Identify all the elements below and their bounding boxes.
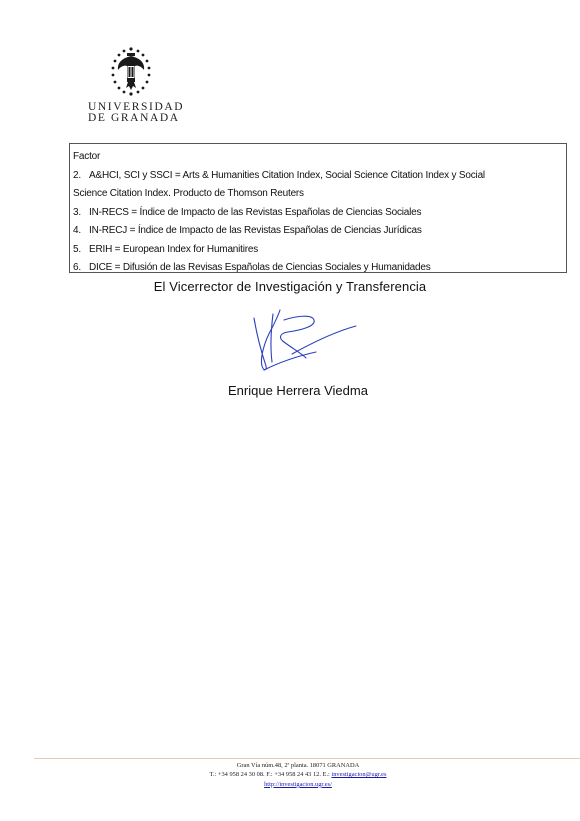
signatory-name: Enrique Herrera Viedma bbox=[228, 383, 368, 398]
note-continuation: Science Citation Index. Producto de Thomson Reuters bbox=[73, 188, 304, 199]
note-text: IN-RECS = Índice de Impacto de las Revistas Españolas de Ciencias Sociales bbox=[89, 206, 422, 218]
footer-divider bbox=[34, 758, 580, 759]
footer-website bbox=[0, 780, 580, 789]
note-number: 3. bbox=[73, 206, 81, 218]
note-text: DICE = Difusión de las Revisas Españolas de Ciencias Sociales y Humanidades bbox=[89, 262, 431, 273]
footer-address: Gran Vía núm.48, 2ª planta. 18071 GRANADA bbox=[236, 762, 360, 769]
university-name-line2: DE GRANADA bbox=[88, 112, 180, 124]
handwritten-signature bbox=[240, 300, 360, 380]
note-text: ERIH = European Index for Humanitires bbox=[89, 243, 259, 255]
notes-title: Factor bbox=[73, 151, 101, 162]
note-number: 5. bbox=[73, 243, 81, 255]
list-item bbox=[73, 241, 566, 260]
factor-notes-box bbox=[69, 143, 567, 273]
footer bbox=[0, 761, 580, 789]
footer-email-link[interactable]: investigacion@ugr.es bbox=[331, 771, 387, 779]
note-number: 4. bbox=[73, 225, 81, 236]
university-name-line1: UNIVERSIDAD bbox=[88, 101, 185, 113]
note-text: IN-RECJ = Índice de Impacto de las Revistas Españolas de Ciencias Jurídicas bbox=[89, 225, 422, 236]
signatory-title: El Vicerrector de Investigación y Transferencia bbox=[153, 279, 427, 294]
list-item bbox=[73, 167, 566, 186]
list-item bbox=[73, 222, 566, 241]
note-number: 2. bbox=[73, 169, 81, 181]
university-name bbox=[88, 101, 185, 124]
coat-of-arms-icon bbox=[105, 44, 157, 100]
footer-phone-fax: T.: +34 958 24 30 08. F.: +34 958 24 43 12. E.: bbox=[209, 771, 330, 779]
list-item bbox=[73, 204, 566, 223]
note-text: A&HCI, SCI y SSCI = Arts & Humanities Citation Index, Social Science Citation Index y Social bbox=[89, 169, 485, 181]
footer-contact bbox=[0, 770, 580, 779]
note-number: 6. bbox=[73, 262, 81, 273]
footer-website-link[interactable]: http://investigacion.ugr.es/ bbox=[264, 780, 332, 788]
list-item bbox=[73, 259, 566, 278]
